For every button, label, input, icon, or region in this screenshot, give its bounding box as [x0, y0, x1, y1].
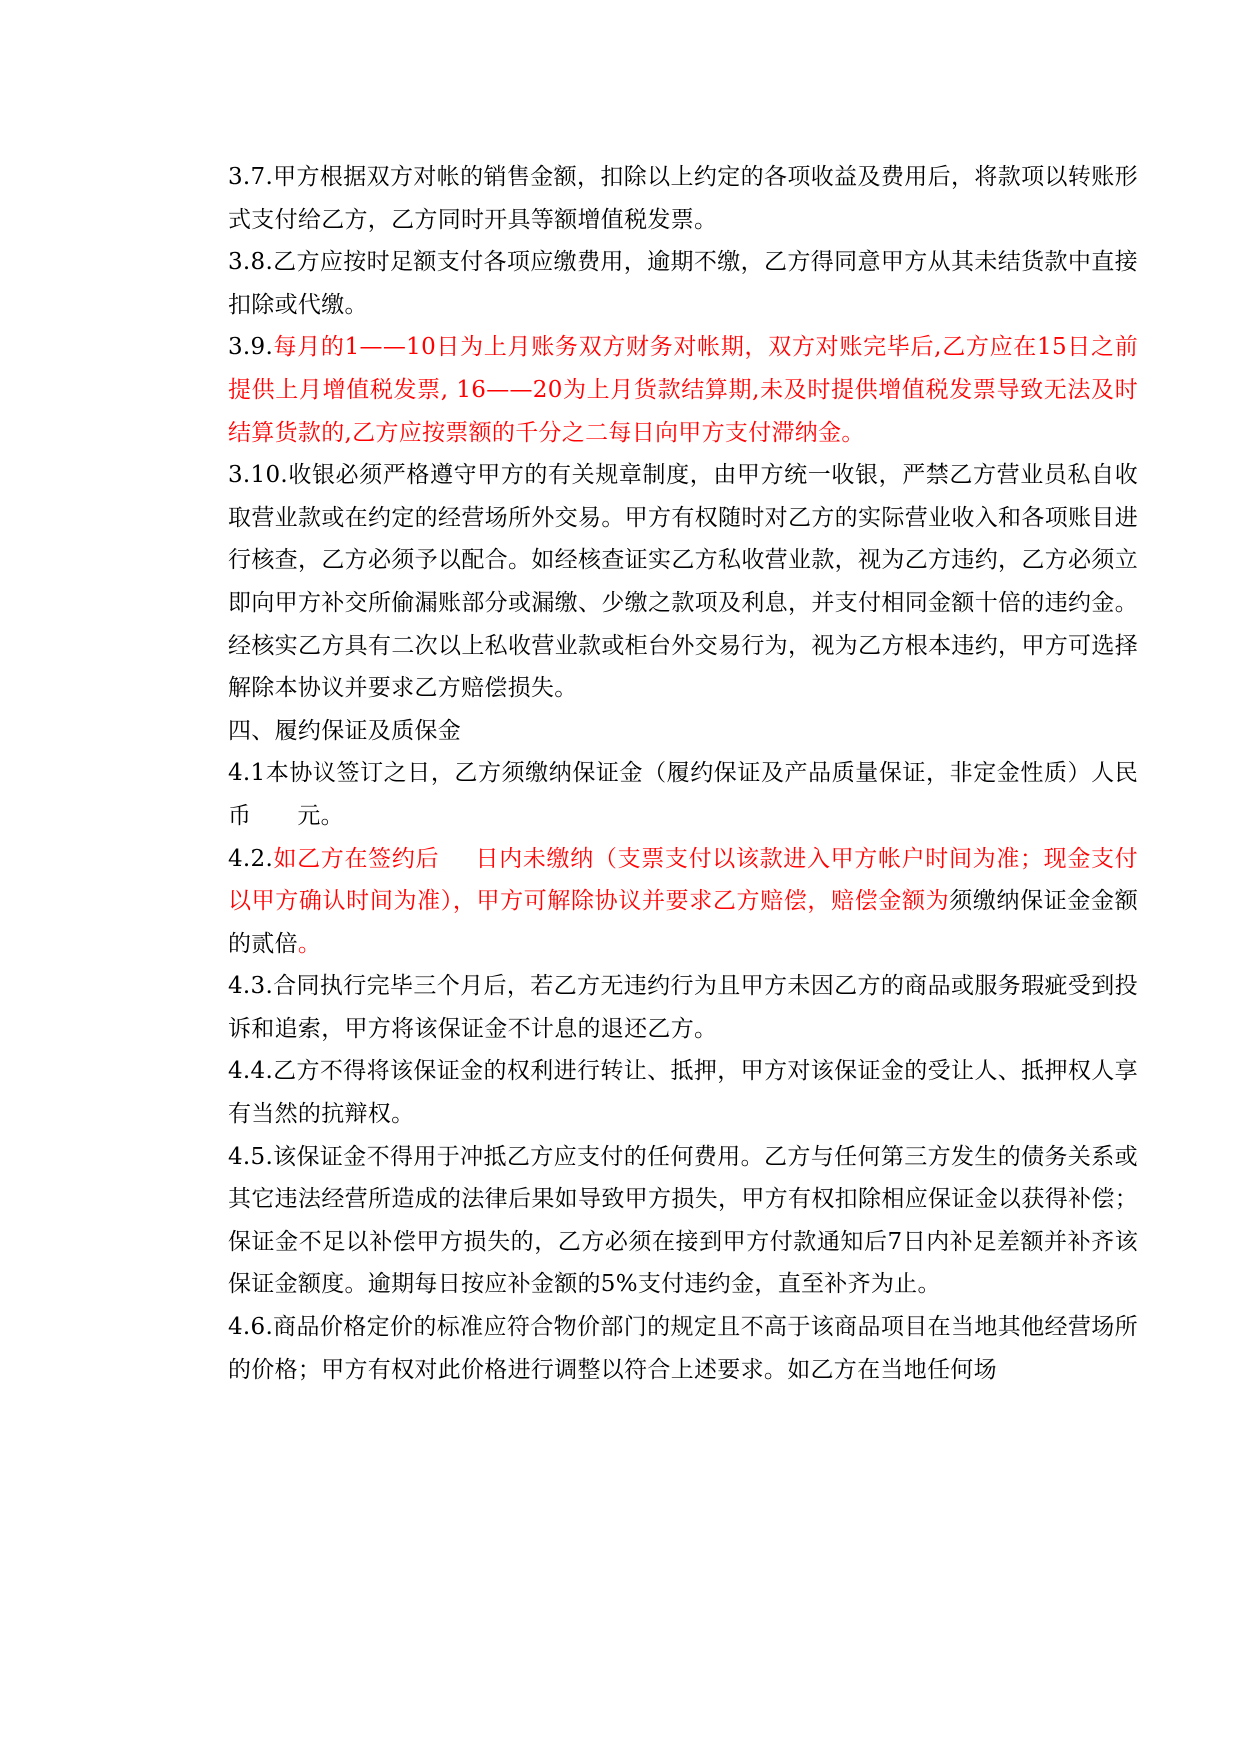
clause-4-2-highlighted-b: 日内未缴纳（支票支付以该款进入甲方帐户时间为准；现金支付以甲方确认时间为准），甲方可解除协议并要求乙方赔偿，赔偿金额为 [228, 845, 1138, 915]
clause-4-6: 4.6.商品价格定价的标准应符合物价部门的规定且不高于该商品项目在当地其他经营场所的价格；甲方有权对此价格进行调整以符合上述要求。如乙方在当地任何场 [228, 1314, 1138, 1383]
clause-3-9-number: 3.9. [228, 334, 274, 361]
clause-4-2-highlighted-end: 。 [297, 930, 322, 957]
clause-4-2 [228, 838, 1138, 966]
clause-4-5: 4.5.该保证金不得用于冲抵乙方应支付的任何费用。乙方与任何第三方发生的债务关系或其它违法经营所造成的法律后果如导致甲方损失，甲方有权扣除相应保证金以获得补偿；保证金不足以补偿甲方损失的，乙方必须在接到甲方付款通知后7日内补足差额并补齐该保证金额度。逾期每日按应补金额的5%支付违约金，直至补齐为止。 [228, 1143, 1138, 1298]
clause-3-7: 3.7.甲方根据双方对帐的销售金额，扣除以上约定的各项收益及费用后，将款项以转账形式支付给乙方，乙方同时开具等额增值税发票。 [228, 164, 1138, 233]
section-4-title: 四、履约保证及质保金 [228, 717, 461, 744]
clause-3-9 [228, 326, 1138, 454]
clause-4-1-text: 4.1本协议签订之日，乙方须缴纳保证金（履约保证及产品质量保证，非定金性质）人民币 [228, 760, 1138, 829]
clause-4-3: 4.3.合同执行完毕三个月后，若乙方无违约行为且甲方未因乙方的商品或服务瑕疵受到投诉和追索，甲方将该保证金不计息的退还乙方。 [228, 973, 1138, 1042]
clause-3-10: 3.10.收银必须严格遵守甲方的有关规章制度，由甲方统一收银，严禁乙方营业员私自收取营业款或在约定的经营场所外交易。甲方有权随时对乙方的实际营业收入和各项账目进行核查，乙方必须予以配合。如经核查证实乙方私收营业款，视为乙方违约，乙方必须立即向甲方补交所偷漏账部分或漏缴、少缴之款项及利息，并支付相同金额十倍的违约金。经核实乙方具有二次以上私收营业款或柜台外交易行为，视为乙方根本违约，甲方可选择解除本协议并要求乙方赔偿损失。 [228, 462, 1138, 702]
clause-4-2-plain: 须缴纳保证金金额的贰倍 [228, 888, 1138, 957]
clause-4-1 [228, 752, 1138, 837]
clause-3-8: 3.8.乙方应按时足额支付各项应缴费用，逾期不缴，乙方得同意甲方从其未结货款中直接扣除或代缴。 [228, 249, 1138, 318]
clause-4-1-unit: 元。 [297, 802, 344, 829]
clause-3-9-highlighted-text: 每月的1——10日为上月账务双方财务对帐期，双方对账完毕后,乙方应在15日之前提供上月增值税发票, 16——20为上月货款结算期,未及时提供增值税发票导致无法及时结算货款的,乙方应按票额的千分之二每日向甲方支付滞纳金。 [228, 334, 1138, 446]
clause-4-4: 4.4.乙方不得将该保证金的权利进行转让、抵押，甲方对该保证金的受让人、抵押权人享有当然的抗辩权。 [228, 1058, 1138, 1128]
contract-body [228, 156, 1138, 1391]
clause-4-2-highlighted-a: 如乙方在签约后 [273, 845, 440, 872]
clause-4-2-number: 4.2. [228, 845, 274, 872]
